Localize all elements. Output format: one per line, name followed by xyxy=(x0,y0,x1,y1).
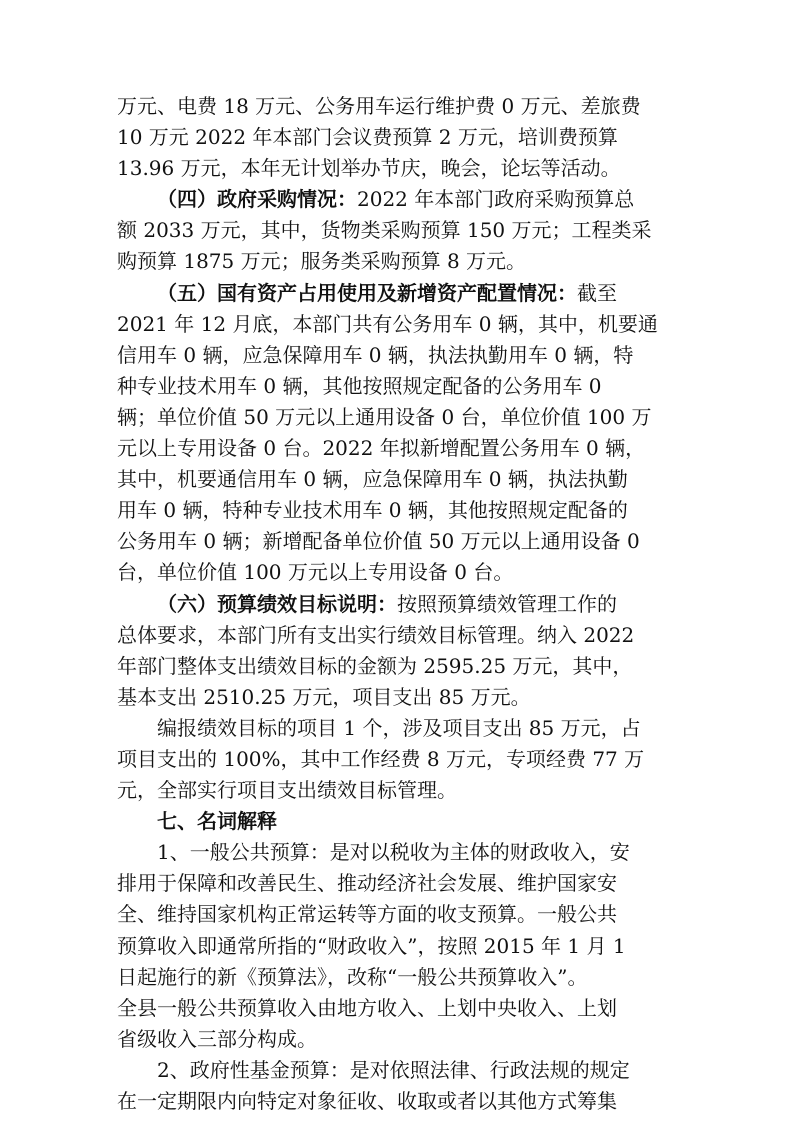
text-segment: 其中，机要通信用车 0 辆，应急保障用车 0 辆，执法执勤 xyxy=(117,467,628,492)
text-line xyxy=(117,246,683,277)
text-line xyxy=(117,91,683,122)
section-heading: 七、名词解释 xyxy=(157,809,277,834)
text-segment: 预算收入即通常所指的“财政收入”，按照 2015 年 1 月 1 xyxy=(117,933,626,958)
text-segment: 10 万元 2022 年本部门会议费预算 2 万元，培训费预算 xyxy=(117,125,618,150)
text-segment: 截至 xyxy=(577,280,617,305)
text-segment: 在一定期限内向特定对象征收、收取或者以其他方式筹集 xyxy=(117,1089,617,1113)
text-line xyxy=(117,278,683,309)
text-line xyxy=(117,868,683,899)
text-line xyxy=(117,153,683,184)
text-line xyxy=(117,620,683,651)
text-segment: 辆；单位价值 50 万元以上通用设备 0 台，单位价值 100 万 xyxy=(117,404,652,429)
section-heading: （四）政府采购情况： xyxy=(157,187,357,212)
text-segment: 额 2033 万元，其中，货物类采购预算 150 万元；工程类采 xyxy=(117,218,652,243)
text-line xyxy=(117,651,683,682)
text-line xyxy=(117,309,683,340)
text-segment: 用车 0 辆，特种专业技术用车 0 辆，其他按照规定配备的 xyxy=(117,498,628,523)
text-line xyxy=(117,1055,683,1086)
text-segment: 种专业技术用车 0 辆，其他按照规定配备的公务用车 0 xyxy=(117,373,602,398)
text-line xyxy=(117,1086,683,1117)
text-segment: 2、政府性基金预算：是对依照法律、行政法规的规定 xyxy=(157,1057,630,1082)
text-segment: 全县一般公共预算收入由地方收入、上划中央收入、上划 xyxy=(117,995,617,1020)
text-line xyxy=(117,433,683,464)
text-segment: 台，单位价值 100 万元以上专用设备 0 台。 xyxy=(117,560,514,585)
text-line xyxy=(117,993,683,1024)
text-line xyxy=(117,464,683,495)
text-segment: 全、维持国家机构正常运转等方面的收支预算。一般公共 xyxy=(117,902,617,927)
text-segment: 2021 年 12 月底，本部门共有公务用车 0 辆，其中，机要通 xyxy=(117,311,658,336)
text-line xyxy=(117,122,683,153)
text-segment: 公务用车 0 辆；新增配备单位价值 50 万元以上通用设备 0 xyxy=(117,529,640,554)
text-segment: 总体要求，本部门所有支出实行绩效目标管理。纳入 2022 xyxy=(117,622,635,647)
text-line xyxy=(117,775,683,806)
text-segment: 元，全部实行项目支出绩效目标管理。 xyxy=(117,778,457,803)
text-line xyxy=(117,744,683,775)
text-segment: 基本支出 2510.25 万元，项目支出 85 万元。 xyxy=(117,684,531,709)
text-segment: 万元、电费 18 万元、公务用车运行维护费 0 万元、差旅费 xyxy=(117,94,641,118)
text-segment: 省级收入三部分构成。 xyxy=(117,1026,317,1051)
text-segment: 编报绩效目标的项目 1 个，涉及项目支出 85 万元，占 xyxy=(157,715,641,740)
text-line xyxy=(117,962,683,993)
text-segment: 13.96 万元，本年无计划举办节庆，晚会，论坛等活动。 xyxy=(117,156,621,181)
text-segment: 日起施行的新《预算法》，改称“一般公共预算收入”。 xyxy=(117,964,588,989)
text-line xyxy=(117,402,683,433)
text-segment: 项目支出的 100%，其中工作经费 8 万元，专项经费 77 万 xyxy=(117,746,645,771)
text-line xyxy=(117,713,683,744)
text-line xyxy=(117,495,683,526)
text-segment: 年部门整体支出绩效目标的金额为 2595.25 万元，其中， xyxy=(117,653,633,678)
text-line xyxy=(117,899,683,930)
text-line xyxy=(117,184,683,215)
text-segment: 信用车 0 辆，应急保障用车 0 辆，执法执勤用车 0 辆，特 xyxy=(117,342,634,367)
text-line xyxy=(117,837,683,868)
text-segment: 2022 年本部门政府采购预算总 xyxy=(357,187,635,212)
text-line xyxy=(117,589,683,620)
text-segment: 1、一般公共预算：是对以税收为主体的财政收入，安 xyxy=(157,840,630,865)
section-heading: （五）国有资产占用使用及新增资产配置情况： xyxy=(157,280,577,305)
text-line xyxy=(117,371,683,402)
text-line xyxy=(117,682,683,713)
text-segment: 元以上专用设备 0 台。2022 年拟新增配置公务用车 0 辆， xyxy=(117,436,646,461)
text-line xyxy=(117,526,683,557)
text-line xyxy=(117,931,683,962)
text-segment: 购预算 1875 万元；服务类采购预算 8 万元。 xyxy=(117,249,527,274)
text-segment: 按照预算绩效管理工作的 xyxy=(397,591,617,616)
text-line xyxy=(117,215,683,246)
document-body xyxy=(117,91,683,1117)
text-line xyxy=(117,340,683,371)
section-heading: （六）预算绩效目标说明： xyxy=(157,591,397,616)
text-line xyxy=(117,806,683,837)
text-line xyxy=(117,557,683,588)
text-segment: 排用于保障和改善民生、推动经济社会发展、维护国家安 xyxy=(117,871,617,896)
text-line xyxy=(117,1024,683,1055)
